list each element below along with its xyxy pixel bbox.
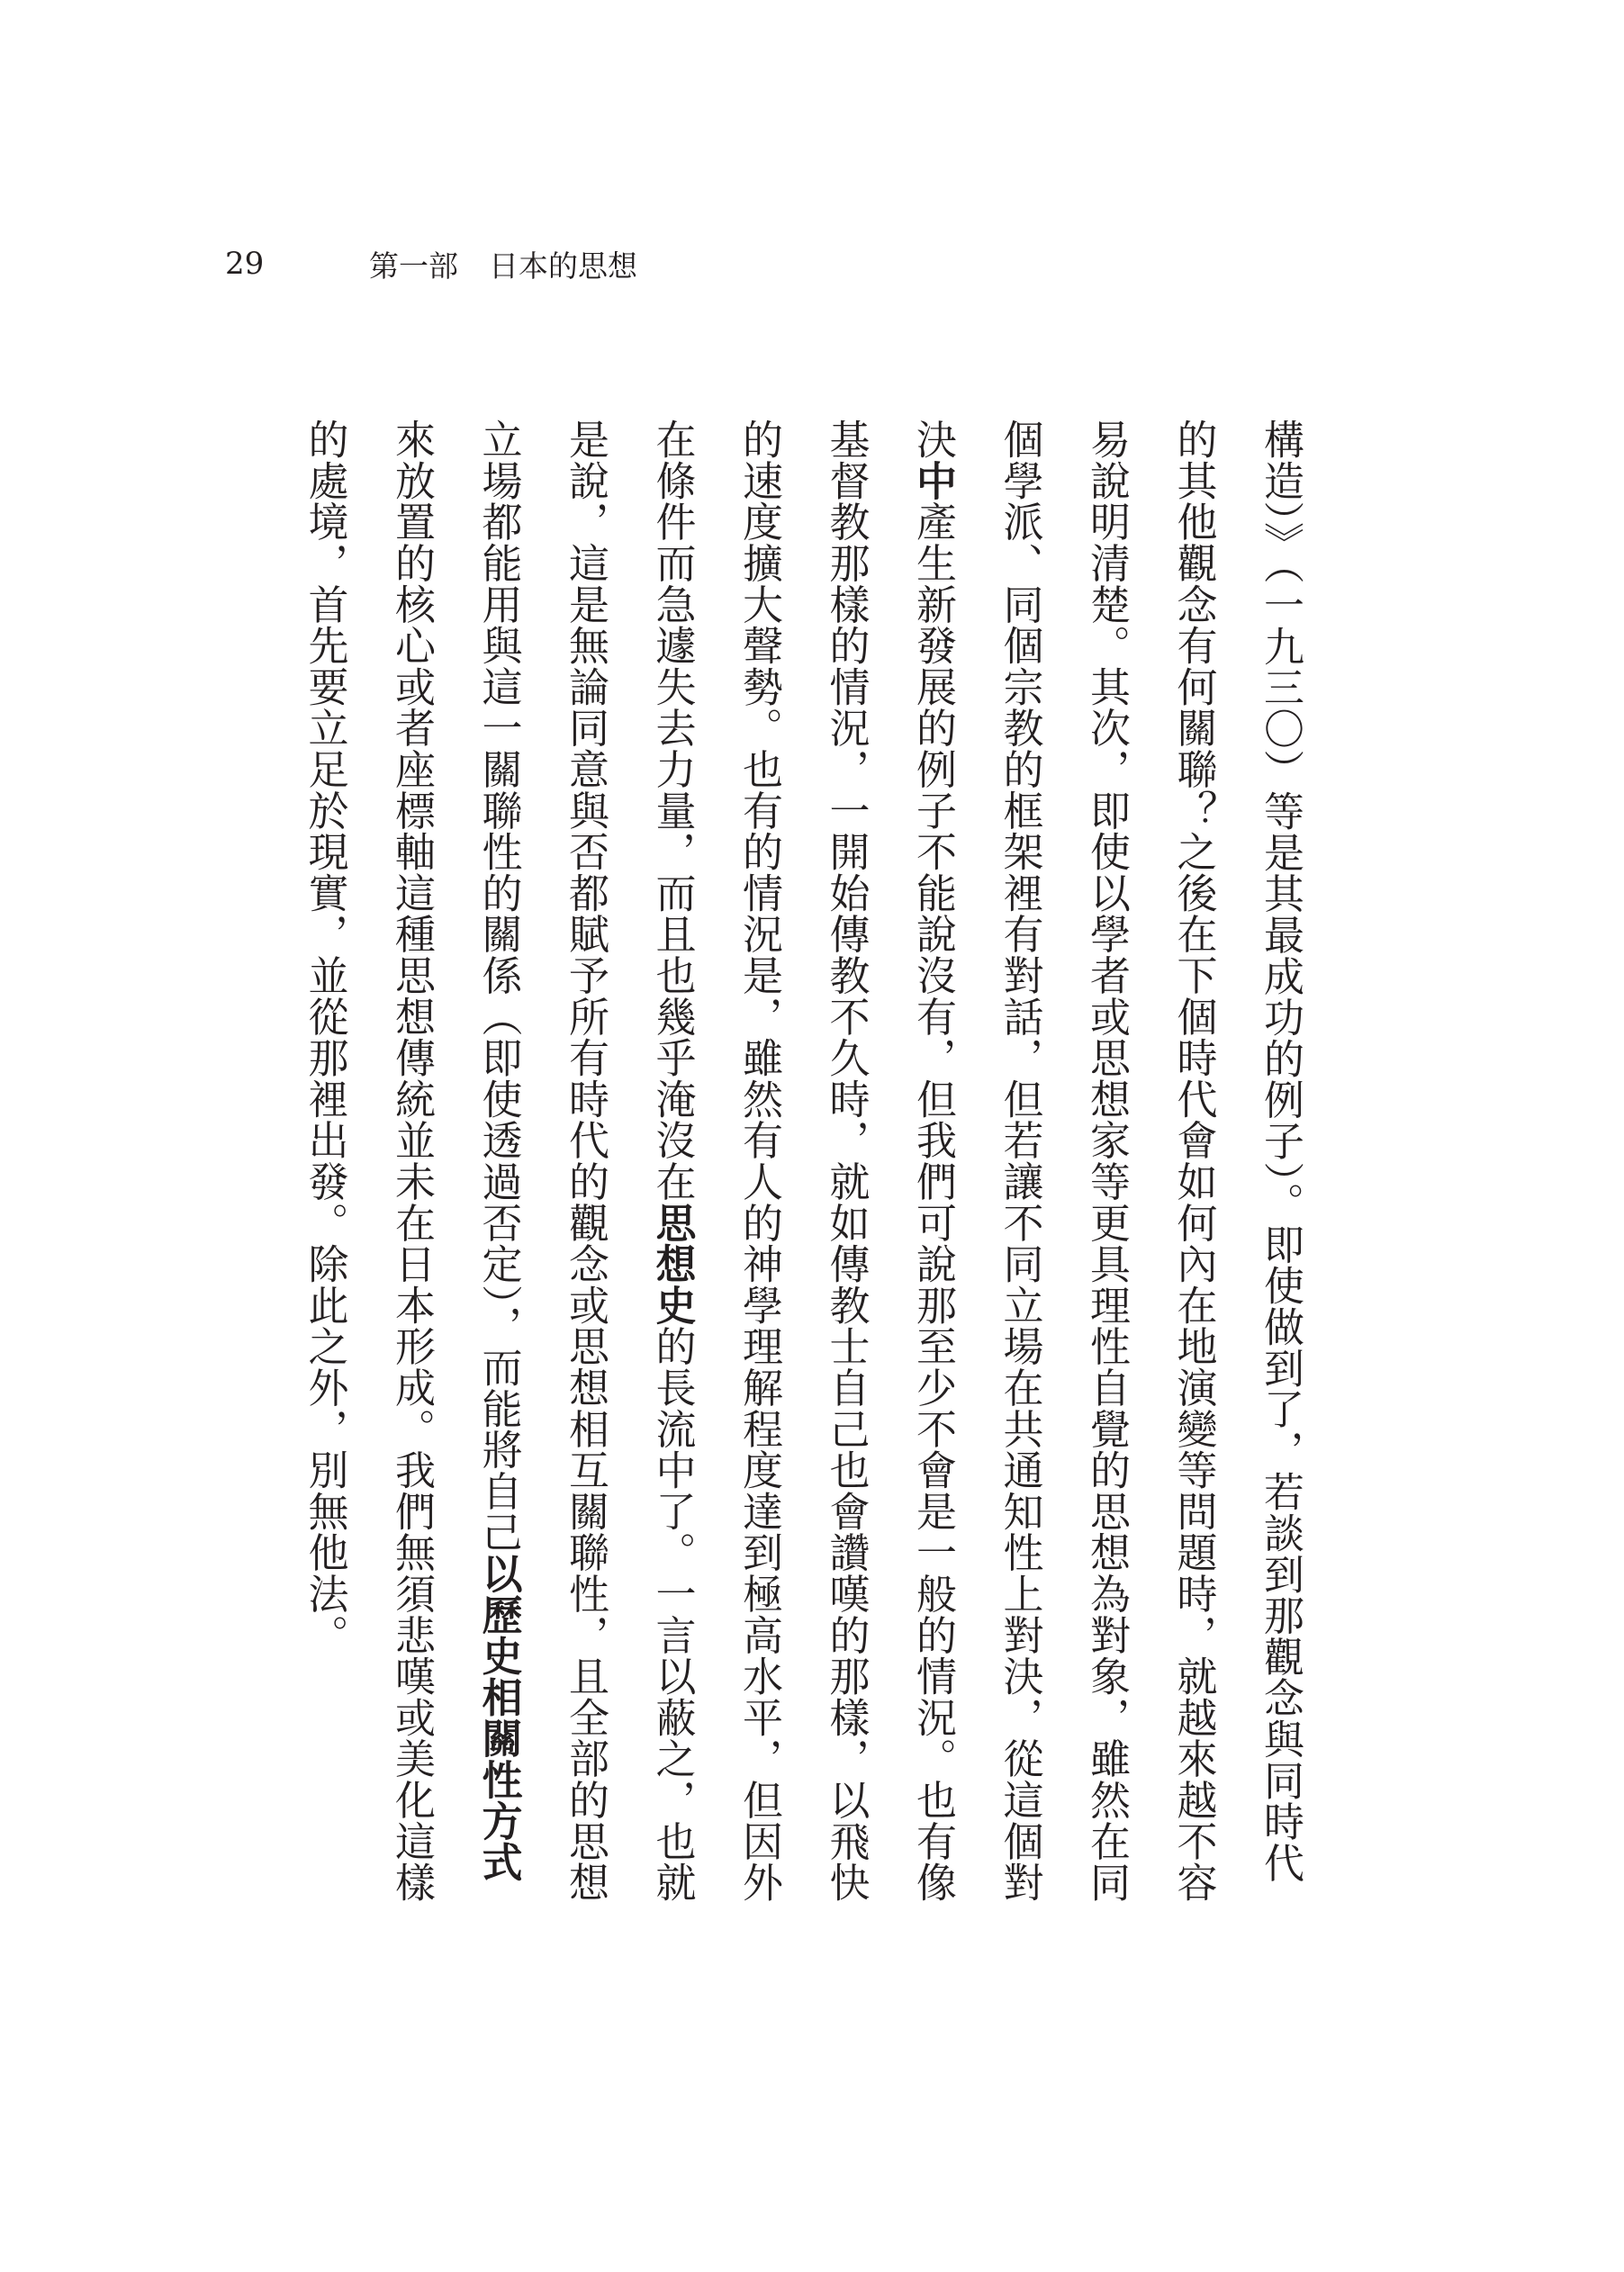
text-segment: 決	[909, 419, 957, 460]
text-line	[281, 419, 368, 1949]
text-segment: 的速度擴大聲勢。也有的情況是，雖然有人的神學理解程度達到極高水平，但因外	[735, 419, 783, 1903]
text-line	[976, 419, 1063, 1949]
text-segment: 易說明清楚。其次，即使以學者或思想家等更具理性自覺的思想為對象，雖然在同	[1083, 419, 1131, 1903]
running-header	[225, 241, 637, 286]
header-chapter-title: 日本的思想	[489, 248, 637, 284]
text-segment: 基督教那樣的情況，一開始傳教不久時，就如傳教士自己也會讚嘆的那樣，以飛快	[822, 419, 871, 1903]
text-segment: 是說，這是無論同意與否都賦予所有時代的觀念或思想相互關聯性，且全部的思想	[562, 419, 609, 1903]
text-segment: 立場都能用與這一關聯性的關係（即使透過否定），而能將自己	[474, 419, 523, 1553]
text-segment: 在條件而急遽失去力量，而且也幾乎淹沒在	[648, 419, 697, 1203]
emphasized-text: 思想史	[648, 1202, 697, 1326]
text-line	[716, 419, 803, 1949]
text-line	[542, 419, 629, 1949]
body-text-vertical	[301, 419, 1323, 1949]
emphasized-text: 中	[909, 459, 957, 501]
text-line	[628, 419, 716, 1949]
page-number: 29	[225, 246, 265, 282]
text-line	[1237, 419, 1324, 1949]
emphasized-text: 以歷史相關性方式	[474, 1552, 523, 1883]
text-segment: 來放置的核心或者座標軸這種思想傳統並未在日本形成。我們無須悲嘆或美化這樣	[388, 419, 436, 1903]
header-part-label: 第一部	[369, 248, 458, 284]
text-line	[802, 419, 889, 1949]
text-line	[889, 419, 977, 1949]
text-segment: 的長流中了。一言以蔽之，也就	[648, 1325, 697, 1903]
text-line	[1063, 419, 1150, 1949]
text-segment: 的處境，首先要立足於現實，並從那裡出發。除此之外，別無他法。	[301, 419, 349, 1655]
text-line	[455, 419, 542, 1949]
text-segment: 產生新發展的例子不能說沒有，但我們可說那至少不會是一般的情況。也有像	[909, 500, 957, 1903]
text-segment: 的其他觀念有何關聯？之後在下個時代會如何內在地演變等問題時，就越來越不容	[1169, 419, 1218, 1903]
text-segment: 構造）》（一九三〇）等是其最成功的例子）。即使做到了，若談到那觀念與同時代	[1257, 419, 1304, 1884]
text-line	[1150, 419, 1237, 1949]
text-line	[368, 419, 456, 1949]
text-segment: 個學派、同個宗教的框架裡有對話，但若讓不同立場在共通知性上對決，從這個對	[996, 419, 1044, 1903]
